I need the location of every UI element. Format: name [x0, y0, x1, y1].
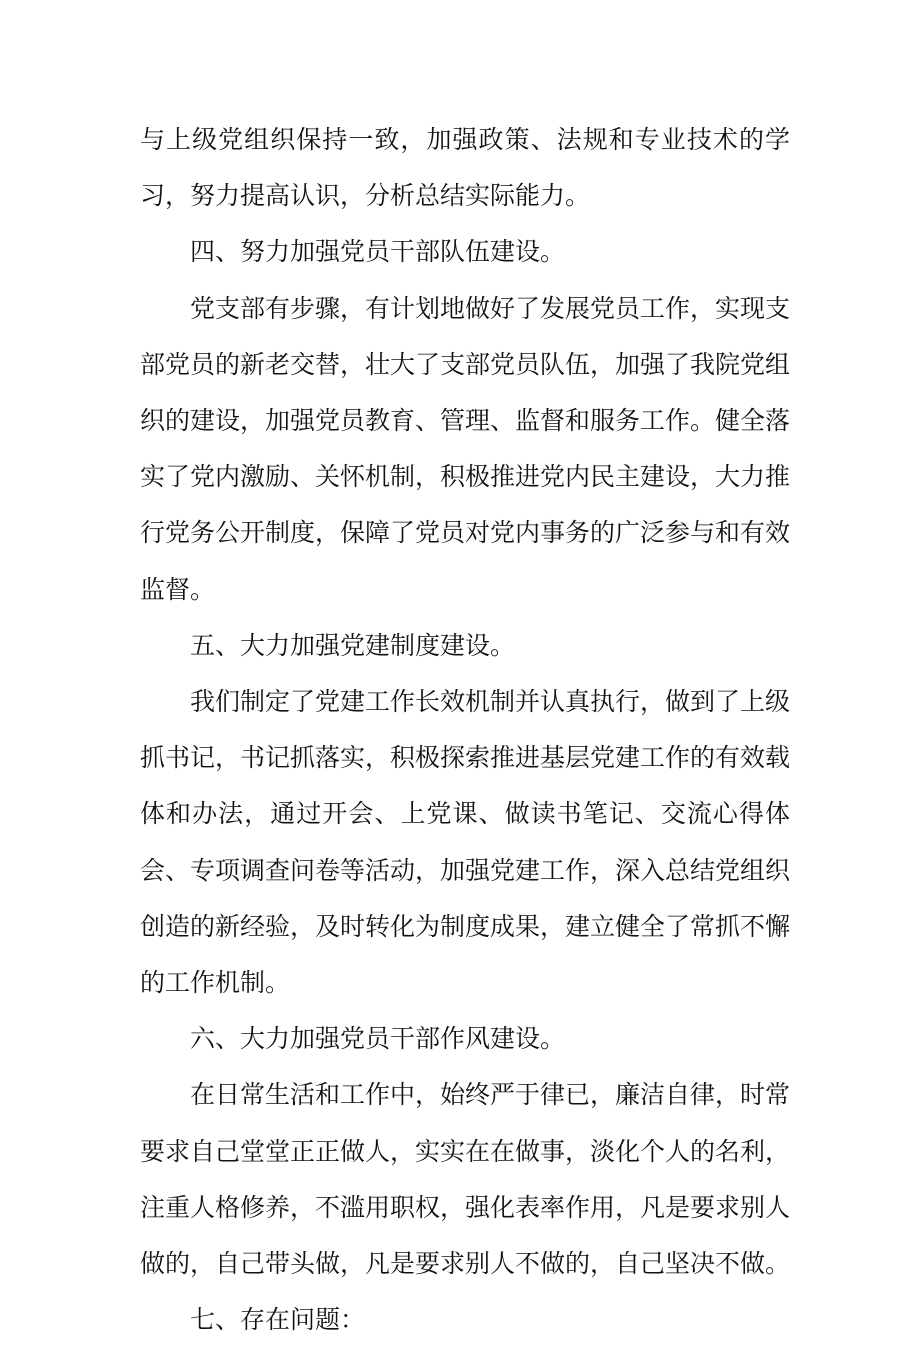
section-heading-4: 四、努力加强党员干部队伍建设。	[190, 237, 566, 267]
paragraph-intro-continuation: 与上级党组织保持一致，加强政策、法规和专业技术的学习，努力提高认识，分析总结实际能力。	[140, 125, 790, 211]
section-heading-6: 六、大力加强党员干部作风建设。	[190, 1024, 566, 1054]
paragraph-section-5: 我们制定了党建工作长效机制并认真执行，做到了上级抓书记，书记抓落实，积极探索推进基层党建工作的有效载体和办法，通过开会、上党课、做读书笔记、交流心得体会、专项调查问卷等活动，加强党建工作，深入总结党组织创造的新经验，及时转化为制度成果，建立健全了常抓不懈的工作机制。	[140, 687, 791, 998]
paragraph-section-4: 党支部有步骤，有计划地做好了发展党员工作，实现支部党员的新老交替，壮大了支部党员队伍，加强了我院党组织的建设，加强党员教育、管理、监督和服务工作。健全落实了党内激励、关怀机制，积极推进党内民主建设，大力推行党务公开制度，保障了党员对党内事务的广泛参与和有效监督。	[140, 293, 791, 604]
section-heading-7: 七、存在问题：	[190, 1305, 366, 1335]
section-heading-5: 五、大力加强党建制度建设。	[190, 630, 516, 660]
paragraph-section-6: 在日常生活和工作中，始终严于律已，廉洁自律，时常要求自己堂堂正正做人，实实在在做事，淡化个人的名利，注重人格修养，不滥用职权，强化表率作用，凡是要求别人做的，自己带头做，凡是要求别人不做的，自己坚决不做。	[140, 1080, 791, 1279]
document-page	[140, 112, 790, 1348]
